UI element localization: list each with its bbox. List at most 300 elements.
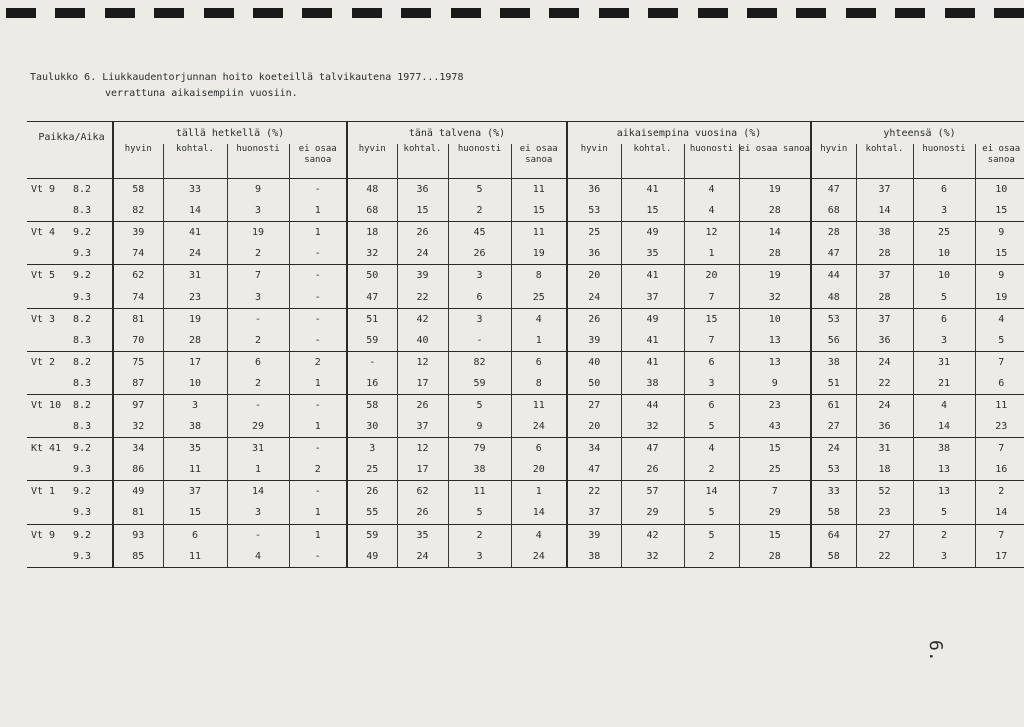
edge-mark: [451, 8, 481, 18]
table-row: [27, 416, 1024, 438]
value-cell: 13: [913, 459, 975, 481]
value-cell: 12: [397, 351, 448, 373]
subheader-no-opinion: ei osaa sanoa: [289, 144, 347, 179]
value-cell: -: [289, 330, 347, 352]
table-row: [27, 308, 1024, 330]
value-cell: 22: [856, 373, 913, 395]
subheader-poor: huonosti: [448, 144, 511, 179]
value-cell: 22: [567, 481, 621, 503]
place-date-cell: [27, 394, 113, 416]
value-cell: 3: [913, 546, 975, 568]
value-cell: 36: [567, 243, 621, 265]
value-cell: 11: [511, 222, 567, 244]
value-cell: 19: [163, 308, 227, 330]
value-cell: 15: [621, 200, 684, 222]
value-cell: 15: [684, 308, 739, 330]
value-cell: 15: [511, 200, 567, 222]
place-date-cell: [27, 308, 113, 330]
table-row: [27, 265, 1024, 287]
value-cell: 1: [289, 222, 347, 244]
value-cell: 49: [113, 481, 163, 503]
value-cell: 58: [811, 546, 856, 568]
value-cell: 28: [856, 286, 913, 308]
place-date-cell: [27, 330, 113, 352]
place-date-cell: [27, 459, 113, 481]
value-cell: 10: [975, 179, 1024, 201]
value-cell: 31: [227, 438, 289, 460]
value-cell: 14: [684, 481, 739, 503]
value-cell: 2: [227, 243, 289, 265]
value-cell: 6: [913, 308, 975, 330]
value-cell: 39: [567, 330, 621, 352]
value-cell: 15: [739, 524, 811, 546]
date-label: 8.2: [73, 356, 92, 368]
value-cell: 62: [397, 481, 448, 503]
value-cell: 7: [975, 438, 1024, 460]
value-cell: 6: [975, 373, 1024, 395]
value-cell: -: [289, 243, 347, 265]
value-cell: 70: [113, 330, 163, 352]
value-cell: 41: [621, 265, 684, 287]
value-cell: 42: [621, 524, 684, 546]
value-cell: 35: [163, 438, 227, 460]
table-row: [27, 459, 1024, 481]
value-cell: 1: [289, 416, 347, 438]
value-cell: 35: [397, 524, 448, 546]
value-cell: 7: [227, 265, 289, 287]
value-cell: 15: [163, 502, 227, 524]
value-cell: 57: [621, 481, 684, 503]
value-cell: 24: [856, 394, 913, 416]
value-cell: 4: [227, 546, 289, 568]
value-cell: 10: [739, 308, 811, 330]
edge-mark: [796, 8, 826, 18]
value-cell: 44: [811, 265, 856, 287]
value-cell: 10: [913, 243, 975, 265]
value-cell: 24: [397, 546, 448, 568]
value-cell: 6: [913, 179, 975, 201]
edge-mark: [6, 8, 36, 18]
group-header-now: tällä hetkellä (%): [113, 122, 347, 145]
value-cell: 58: [347, 394, 397, 416]
value-cell: 2: [975, 481, 1024, 503]
table-row: [27, 373, 1024, 395]
value-cell: 26: [567, 308, 621, 330]
value-cell: 24: [811, 438, 856, 460]
value-cell: -: [289, 481, 347, 503]
value-cell: 13: [913, 481, 975, 503]
value-cell: 3: [448, 308, 511, 330]
value-cell: 12: [397, 438, 448, 460]
value-cell: 36: [856, 416, 913, 438]
date-label: 9.2: [73, 529, 92, 541]
value-cell: 49: [621, 222, 684, 244]
place-date-cell: [27, 502, 113, 524]
table-row: [27, 222, 1024, 244]
value-cell: 23: [856, 502, 913, 524]
table-row: [27, 438, 1024, 460]
value-cell: 5: [684, 416, 739, 438]
group-header-total: yhteensä (%): [811, 122, 1024, 145]
value-cell: 62: [113, 265, 163, 287]
value-cell: 47: [811, 243, 856, 265]
value-cell: 33: [811, 481, 856, 503]
value-cell: -: [227, 524, 289, 546]
value-cell: 6: [227, 351, 289, 373]
value-cell: 14: [975, 502, 1024, 524]
value-cell: 20: [684, 265, 739, 287]
value-cell: 11: [163, 459, 227, 481]
value-cell: 3: [913, 330, 975, 352]
table-row: [27, 179, 1024, 201]
value-cell: 4: [511, 524, 567, 546]
value-cell: 28: [811, 222, 856, 244]
place-date-cell: [27, 179, 113, 201]
punched-edge-strip: [0, 0, 1024, 20]
value-cell: 18: [856, 459, 913, 481]
value-cell: 26: [397, 222, 448, 244]
value-cell: 4: [684, 179, 739, 201]
value-cell: 27: [567, 394, 621, 416]
value-cell: 11: [511, 179, 567, 201]
value-cell: 32: [621, 546, 684, 568]
value-cell: 3: [347, 438, 397, 460]
value-cell: 38: [567, 546, 621, 568]
value-cell: 79: [448, 438, 511, 460]
value-cell: 3: [163, 394, 227, 416]
subheader-good: hyvin: [811, 144, 856, 179]
value-cell: 14: [511, 502, 567, 524]
value-cell: 47: [621, 438, 684, 460]
value-cell: 1: [289, 524, 347, 546]
value-cell: 34: [567, 438, 621, 460]
value-cell: 25: [913, 222, 975, 244]
value-cell: 39: [113, 222, 163, 244]
value-cell: 25: [567, 222, 621, 244]
place-date-cell: [27, 481, 113, 503]
value-cell: 24: [511, 416, 567, 438]
value-cell: 1: [684, 243, 739, 265]
value-cell: 33: [163, 179, 227, 201]
value-cell: 82: [113, 200, 163, 222]
value-cell: 14: [227, 481, 289, 503]
value-cell: 2: [227, 373, 289, 395]
value-cell: 50: [567, 373, 621, 395]
value-cell: 27: [811, 416, 856, 438]
date-label: 9.2: [73, 443, 92, 455]
value-cell: 2: [227, 330, 289, 352]
edge-mark: [55, 8, 85, 18]
value-cell: 59: [347, 330, 397, 352]
table-row: [27, 481, 1024, 503]
value-cell: 7: [739, 481, 811, 503]
value-cell: 40: [397, 330, 448, 352]
value-cell: 28: [163, 330, 227, 352]
value-cell: 47: [811, 179, 856, 201]
value-cell: 43: [739, 416, 811, 438]
value-cell: 24: [511, 546, 567, 568]
value-cell: 31: [163, 265, 227, 287]
value-cell: 41: [621, 351, 684, 373]
value-cell: 86: [113, 459, 163, 481]
value-cell: 53: [811, 308, 856, 330]
value-cell: 2: [684, 546, 739, 568]
value-cell: 23: [163, 286, 227, 308]
value-cell: 1: [289, 200, 347, 222]
value-cell: 55: [347, 502, 397, 524]
value-cell: -: [347, 351, 397, 373]
value-cell: 3: [227, 286, 289, 308]
table-body: [27, 179, 1024, 568]
edge-mark: [401, 8, 431, 18]
value-cell: 9: [448, 416, 511, 438]
table-row: [27, 502, 1024, 524]
value-cell: 6: [511, 438, 567, 460]
place-label: Vt 2: [31, 356, 56, 368]
value-cell: 37: [163, 481, 227, 503]
value-cell: 29: [739, 502, 811, 524]
value-cell: 53: [567, 200, 621, 222]
date-label: 8.2: [73, 184, 92, 196]
value-cell: 4: [684, 200, 739, 222]
value-cell: 17: [163, 351, 227, 373]
place-date-cell: [27, 222, 113, 244]
date-label: 9.2: [73, 486, 92, 498]
value-cell: 38: [913, 438, 975, 460]
value-cell: 38: [811, 351, 856, 373]
value-cell: 36: [567, 179, 621, 201]
value-cell: 31: [913, 351, 975, 373]
value-cell: 6: [448, 286, 511, 308]
place-label: Vt 10: [31, 399, 62, 411]
value-cell: 5: [975, 330, 1024, 352]
place-date-cell: [27, 200, 113, 222]
date-label: 8.2: [73, 313, 92, 325]
value-cell: 50: [347, 265, 397, 287]
value-cell: 25: [511, 286, 567, 308]
value-cell: 4: [684, 438, 739, 460]
value-cell: 5: [448, 179, 511, 201]
value-cell: 42: [397, 308, 448, 330]
value-cell: 41: [621, 330, 684, 352]
value-cell: 24: [856, 351, 913, 373]
table-row: [27, 330, 1024, 352]
value-cell: 49: [621, 308, 684, 330]
place-date-cell: [27, 286, 113, 308]
value-cell: 40: [567, 351, 621, 373]
table-row: [27, 394, 1024, 416]
value-cell: 28: [739, 546, 811, 568]
value-cell: 38: [856, 222, 913, 244]
value-cell: 28: [856, 243, 913, 265]
place-time-header: Paikka/Aika: [27, 122, 113, 179]
value-cell: 28: [739, 200, 811, 222]
value-cell: 5: [684, 524, 739, 546]
value-cell: 37: [567, 502, 621, 524]
value-cell: 23: [739, 394, 811, 416]
value-cell: 2: [448, 200, 511, 222]
value-cell: 11: [163, 546, 227, 568]
value-cell: 58: [113, 179, 163, 201]
subheader-no-opinion: ei osaa sanoa: [739, 144, 811, 179]
edge-mark: [204, 8, 234, 18]
subheader-poor: huonosti: [227, 144, 289, 179]
table-row: [27, 351, 1024, 373]
subheader-poor: huonosti: [684, 144, 739, 179]
value-cell: 26: [397, 394, 448, 416]
value-cell: 32: [621, 416, 684, 438]
value-cell: 3: [448, 265, 511, 287]
value-cell: 22: [397, 286, 448, 308]
subheader-no-opinion: ei osaa sanoa: [975, 144, 1024, 179]
value-cell: 25: [347, 459, 397, 481]
place-date-cell: [27, 373, 113, 395]
value-cell: 16: [975, 459, 1024, 481]
value-cell: -: [227, 308, 289, 330]
subheader-moderate: kohtal.: [397, 144, 448, 179]
value-cell: 61: [811, 394, 856, 416]
value-cell: 11: [975, 394, 1024, 416]
place-label: Vt 1: [31, 486, 56, 498]
value-cell: 41: [163, 222, 227, 244]
value-cell: 81: [113, 502, 163, 524]
value-cell: 9: [227, 179, 289, 201]
value-cell: 6: [511, 351, 567, 373]
value-cell: 26: [448, 243, 511, 265]
value-cell: 87: [113, 373, 163, 395]
date-label: 9.2: [73, 227, 92, 239]
date-label: 8.3: [73, 377, 92, 389]
value-cell: 59: [347, 524, 397, 546]
date-label: 9.3: [73, 291, 92, 303]
value-cell: 19: [227, 222, 289, 244]
edge-mark: [500, 8, 530, 18]
value-cell: 4: [975, 308, 1024, 330]
value-cell: 9: [739, 373, 811, 395]
value-cell: 15: [975, 243, 1024, 265]
value-cell: 74: [113, 243, 163, 265]
table-caption: [30, 70, 463, 102]
value-cell: 41: [621, 179, 684, 201]
date-label: 8.3: [73, 205, 92, 217]
value-cell: 47: [567, 459, 621, 481]
date-label: 9.3: [73, 550, 92, 562]
value-cell: 24: [397, 243, 448, 265]
table-row: [27, 243, 1024, 265]
value-cell: 26: [621, 459, 684, 481]
date-label: 9.3: [73, 248, 92, 260]
value-cell: 14: [856, 200, 913, 222]
date-label: 8.3: [73, 421, 92, 433]
caption-line-1: Taulukko 6. Liukkaudentorjunnan hoito koeteillä talvikautena 1977...1978: [30, 72, 464, 83]
value-cell: 48: [347, 179, 397, 201]
value-cell: 39: [567, 524, 621, 546]
value-cell: 32: [113, 416, 163, 438]
value-cell: 3: [913, 200, 975, 222]
place-date-cell: [27, 416, 113, 438]
caption-line-2: verrattuna aikaisempiin vuosiin.: [105, 88, 298, 99]
value-cell: 19: [975, 286, 1024, 308]
date-label: 9.2: [73, 270, 92, 282]
value-cell: 13: [739, 330, 811, 352]
edge-mark: [253, 8, 283, 18]
value-cell: 19: [739, 179, 811, 201]
subheader-no-opinion: ei osaa sanoa: [511, 144, 567, 179]
value-cell: 17: [975, 546, 1024, 568]
value-cell: 49: [347, 546, 397, 568]
date-label: 9.3: [73, 507, 92, 519]
value-cell: 7: [684, 286, 739, 308]
value-cell: -: [289, 394, 347, 416]
subheader-row: [27, 144, 1024, 179]
value-cell: 3: [684, 373, 739, 395]
value-cell: 16: [347, 373, 397, 395]
value-cell: 13: [739, 351, 811, 373]
edge-mark: [994, 8, 1024, 18]
place-date-cell: [27, 351, 113, 373]
value-cell: 81: [113, 308, 163, 330]
value-cell: 24: [567, 286, 621, 308]
results-table-container: [27, 121, 1021, 562]
results-table: [27, 121, 1024, 568]
value-cell: 68: [811, 200, 856, 222]
value-cell: 2: [913, 524, 975, 546]
value-cell: 38: [621, 373, 684, 395]
value-cell: 21: [913, 373, 975, 395]
date-label: 8.3: [73, 334, 92, 346]
value-cell: 48: [811, 286, 856, 308]
value-cell: 9: [975, 265, 1024, 287]
value-cell: 5: [448, 394, 511, 416]
value-cell: 26: [347, 481, 397, 503]
value-cell: -: [289, 265, 347, 287]
table-row: [27, 200, 1024, 222]
value-cell: 38: [448, 459, 511, 481]
table-row: [27, 524, 1024, 546]
place-label: Vt 3: [31, 313, 56, 325]
edge-mark: [549, 8, 579, 18]
place-label: Kt 41: [31, 443, 62, 455]
value-cell: 17: [397, 459, 448, 481]
value-cell: 4: [511, 308, 567, 330]
value-cell: 32: [739, 286, 811, 308]
value-cell: 1: [511, 330, 567, 352]
value-cell: 20: [567, 416, 621, 438]
value-cell: 1: [289, 502, 347, 524]
value-cell: 32: [347, 243, 397, 265]
subheader-good: hyvin: [567, 144, 621, 179]
value-cell: 7: [684, 330, 739, 352]
value-cell: 3: [227, 502, 289, 524]
value-cell: 3: [448, 546, 511, 568]
edge-mark: [599, 8, 629, 18]
value-cell: 2: [289, 459, 347, 481]
value-cell: 3: [227, 200, 289, 222]
subheader-good: hyvin: [347, 144, 397, 179]
value-cell: 37: [621, 286, 684, 308]
value-cell: 7: [975, 524, 1024, 546]
value-cell: 25: [739, 459, 811, 481]
value-cell: 82: [448, 351, 511, 373]
place-date-cell: [27, 243, 113, 265]
value-cell: 36: [856, 330, 913, 352]
value-cell: -: [289, 546, 347, 568]
value-cell: 12: [684, 222, 739, 244]
value-cell: 2: [684, 459, 739, 481]
value-cell: 8: [511, 373, 567, 395]
value-cell: 14: [163, 200, 227, 222]
place-label: Vt 5: [31, 270, 56, 282]
